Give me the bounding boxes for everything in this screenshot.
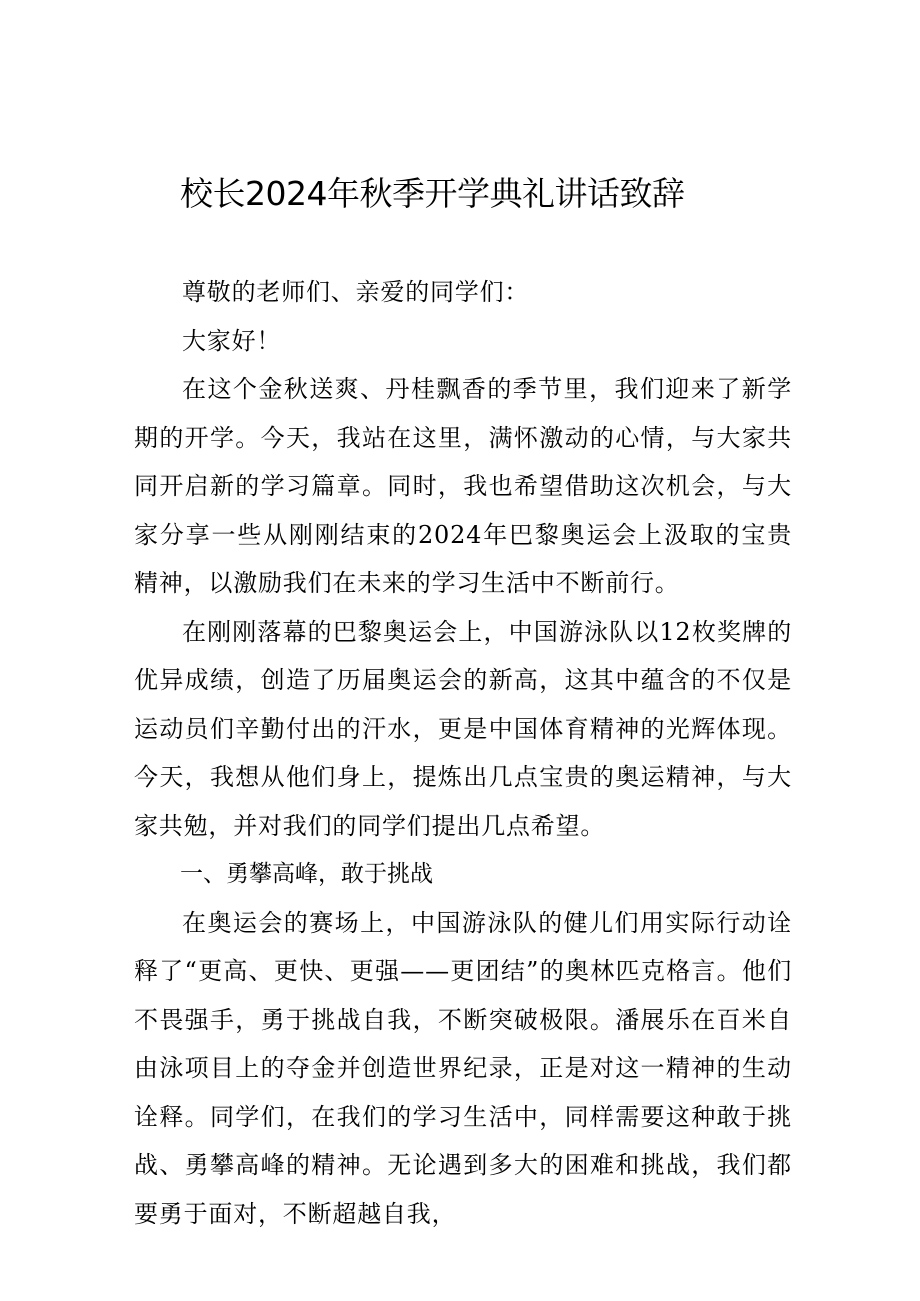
body-paragraph: 在刚刚落幕的巴黎奥运会上，中国游泳队以12枚奖牌的优异成绩，创造了历届奥运会的新高，这其中蕴含的不仅是运动员们辛勤付出的汗水，更是中国体育精神的光辉体现。今天，我想从他们身上，提炼出几点宝贵的奥运精神，与大家共勉，并对我们的同学们提出几点希望。 [134,617,792,840]
document-title: 校长2024年秋季开学典礼讲话致辞 [180,174,685,213]
document-body [134,268,792,1238]
section-heading: 一、勇攀高峰，敢于挑战 [180,861,433,887]
body-paragraph: 在奥运会的赛场上，中国游泳队的健儿们用实际行动诠释了“更高、更快、更强——更团结”的奥林匹克格言。他们不畏强手，勇于挑战自我，不断突破极限。潘展乐在百米自由泳项目上的夺金并创造世界纪录，正是对这一精神的生动诠释。同学们，在我们的学习生活中，同样需要这种敢于挑战、勇攀高峰的精神。无论遇到多大的困难和挑战，我们都要勇于面对，不断超越自我， [134,908,792,1228]
salutation: 尊敬的老师们、亲爱的同学们： [182,278,530,306]
greeting: 大家好！ [182,326,282,355]
body-paragraph: 在这个金秋送爽、丹桂飘香的季节里，我们迎来了新学期的开学。今天，我站在这里，满怀激动的心情，与大家共同开启新的学习篇章。同时，我也希望借助这次机会，与大家分享一些从刚刚结束的2024年巴黎奥运会上汲取的宝贵精神，以激励我们在未来的学习生活中不断前行。 [134,375,792,597]
